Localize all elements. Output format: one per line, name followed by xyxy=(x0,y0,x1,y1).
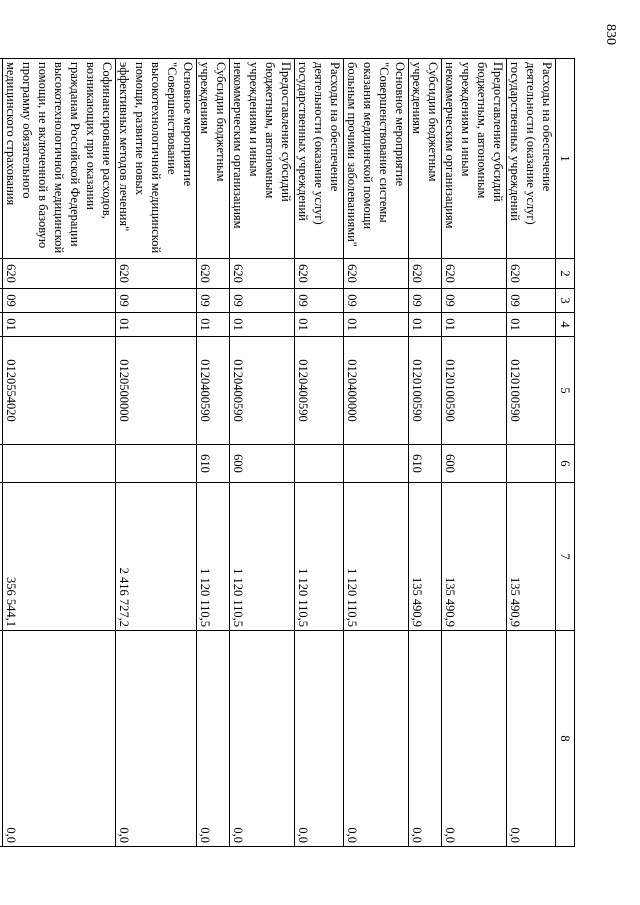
chapter-code-cell: 620 xyxy=(442,259,507,289)
column-header: 3 xyxy=(556,289,575,313)
amount-cell: 0,0 xyxy=(409,631,442,847)
target-article-cell: 0120400590 xyxy=(295,337,344,445)
chapter-code-cell: 620 xyxy=(409,259,442,289)
section-code-cell: 09 xyxy=(442,289,507,313)
subsection-code-cell: 01 xyxy=(344,313,409,337)
subsection-code-cell: 01 xyxy=(3,313,116,337)
row-name-cell: Основное мероприятие "Совершенствование высокотехнологичной медицинской помощи, развитие новых эффективных методов лечения" xyxy=(116,59,197,259)
amount-cell: 2 416 727,2 xyxy=(116,483,197,631)
budget-table xyxy=(0,58,575,847)
chapter-code-cell: 620 xyxy=(3,259,116,289)
table-row xyxy=(409,59,442,847)
chapter-code-cell: 620 xyxy=(230,259,295,289)
target-article-cell: 0120400590 xyxy=(230,337,295,445)
section-code-cell: 09 xyxy=(230,289,295,313)
expense-type-cell xyxy=(295,445,344,483)
amount-cell: 135 490,9 xyxy=(507,483,556,631)
subsection-code-cell: 01 xyxy=(197,313,230,337)
expense-type-cell xyxy=(3,445,116,483)
row-name-cell: Софинансирование расходов, возникающих при оказании гражданам Российской Федерации высокотехнологичной медицинской помощи, не включенной в базовую программу обязательного медицинского страхования xyxy=(3,59,116,259)
target-article-cell: 0120400590 xyxy=(197,337,230,445)
expense-type-cell: 600 xyxy=(442,445,507,483)
expense-type-cell xyxy=(0,445,3,483)
amount-cell: 356 544,1 xyxy=(3,483,116,631)
column-header: 6 xyxy=(556,445,575,483)
chapter-code-cell: 620 xyxy=(295,259,344,289)
subsection-code-cell: 01 xyxy=(409,313,442,337)
section-code-cell: 09 xyxy=(197,289,230,313)
amount-cell: 135 490,9 xyxy=(442,483,507,631)
expense-type-cell xyxy=(344,445,409,483)
amount-cell: 0,0 xyxy=(197,631,230,847)
section-code-cell: 09 xyxy=(295,289,344,313)
amount-cell: 0,0 xyxy=(116,631,197,847)
target-article-cell: 0120100590 xyxy=(409,337,442,445)
chapter-code-cell: 620 xyxy=(507,259,556,289)
amount-cell: 1 120 110,5 xyxy=(295,483,344,631)
subsection-code-cell: 01 xyxy=(295,313,344,337)
table-row xyxy=(344,59,409,847)
column-header: 7 xyxy=(556,483,575,631)
table-row xyxy=(197,59,230,847)
section-code-cell: 09 xyxy=(409,289,442,313)
section-code-cell: 09 xyxy=(344,289,409,313)
amount-cell: 0,0 xyxy=(442,631,507,847)
row-name-cell: Расходы на обеспечение деятельности (оказание услуг) государственных учреждений xyxy=(295,59,344,259)
amount-cell: 0,0 xyxy=(3,631,116,847)
amount-cell: 0,0 xyxy=(230,631,295,847)
target-article-cell: 0120500000 xyxy=(116,337,197,445)
target-article-cell: 0120400000 xyxy=(344,337,409,445)
column-header: 8 xyxy=(556,631,575,847)
amount-cell: 1 120 110,5 xyxy=(197,483,230,631)
row-name-cell: Субсидии бюджетным учреждениям xyxy=(409,59,442,259)
amount-cell: 0,0 xyxy=(344,631,409,847)
chapter-code-cell: 620 xyxy=(344,259,409,289)
table-row xyxy=(507,59,556,847)
subsection-code-cell: 01 xyxy=(507,313,556,337)
table-header-row xyxy=(556,59,575,847)
column-header: 1 xyxy=(556,59,575,259)
target-article-cell: 0120100590 xyxy=(507,337,556,445)
expense-type-cell xyxy=(116,445,197,483)
chapter-code-cell: 620 xyxy=(116,259,197,289)
subsection-code-cell: 01 xyxy=(230,313,295,337)
section-code-cell: 09 xyxy=(3,289,116,313)
row-name-cell: Расходы на обеспечение деятельности (оказание услуг) государственных учреждений xyxy=(507,59,556,259)
expense-type-cell: 610 xyxy=(409,445,442,483)
amount-cell: 0,0 xyxy=(295,631,344,847)
amount-cell xyxy=(0,631,3,847)
page-number: 830 xyxy=(603,24,618,45)
table-row xyxy=(3,59,116,847)
amount-cell: 0,0 xyxy=(507,631,556,847)
expense-type-cell: 610 xyxy=(197,445,230,483)
column-header: 4 xyxy=(556,313,575,337)
row-name-cell: Субсидии бюджетным учреждениям xyxy=(197,59,230,259)
table-row xyxy=(295,59,344,847)
chapter-code-cell: 620 xyxy=(197,259,230,289)
table-row xyxy=(442,59,507,847)
subsection-code-cell: 01 xyxy=(442,313,507,337)
section-code-cell: 09 xyxy=(507,289,556,313)
table-row xyxy=(230,59,295,847)
amount-cell: 1 120 110,5 xyxy=(230,483,295,631)
row-name-cell: Предоставление субсидий бюджетным, автономным учреждениям и иным некоммерческим организациям xyxy=(230,59,295,259)
expense-type-cell xyxy=(507,445,556,483)
subsection-code-cell: 01 xyxy=(116,313,197,337)
amount-cell: 1 120 110,5 xyxy=(344,483,409,631)
target-article-cell: 0120554020 xyxy=(3,337,116,445)
amount-cell: 135 490,9 xyxy=(409,483,442,631)
section-code-cell: 09 xyxy=(116,289,197,313)
column-header: 2 xyxy=(556,259,575,289)
table-row xyxy=(116,59,197,847)
expense-type-cell: 600 xyxy=(230,445,295,483)
column-header: 5 xyxy=(556,337,575,445)
row-name-cell: Основное мероприятие "Совершенствование системы оказания медицинской помощи больным прочими заболеваниями" xyxy=(344,59,409,259)
target-article-cell: 0120100590 xyxy=(442,337,507,445)
row-name-cell: Предоставление субсидий бюджетным, автономным учреждениям и иным некоммерческим организациям xyxy=(442,59,507,259)
